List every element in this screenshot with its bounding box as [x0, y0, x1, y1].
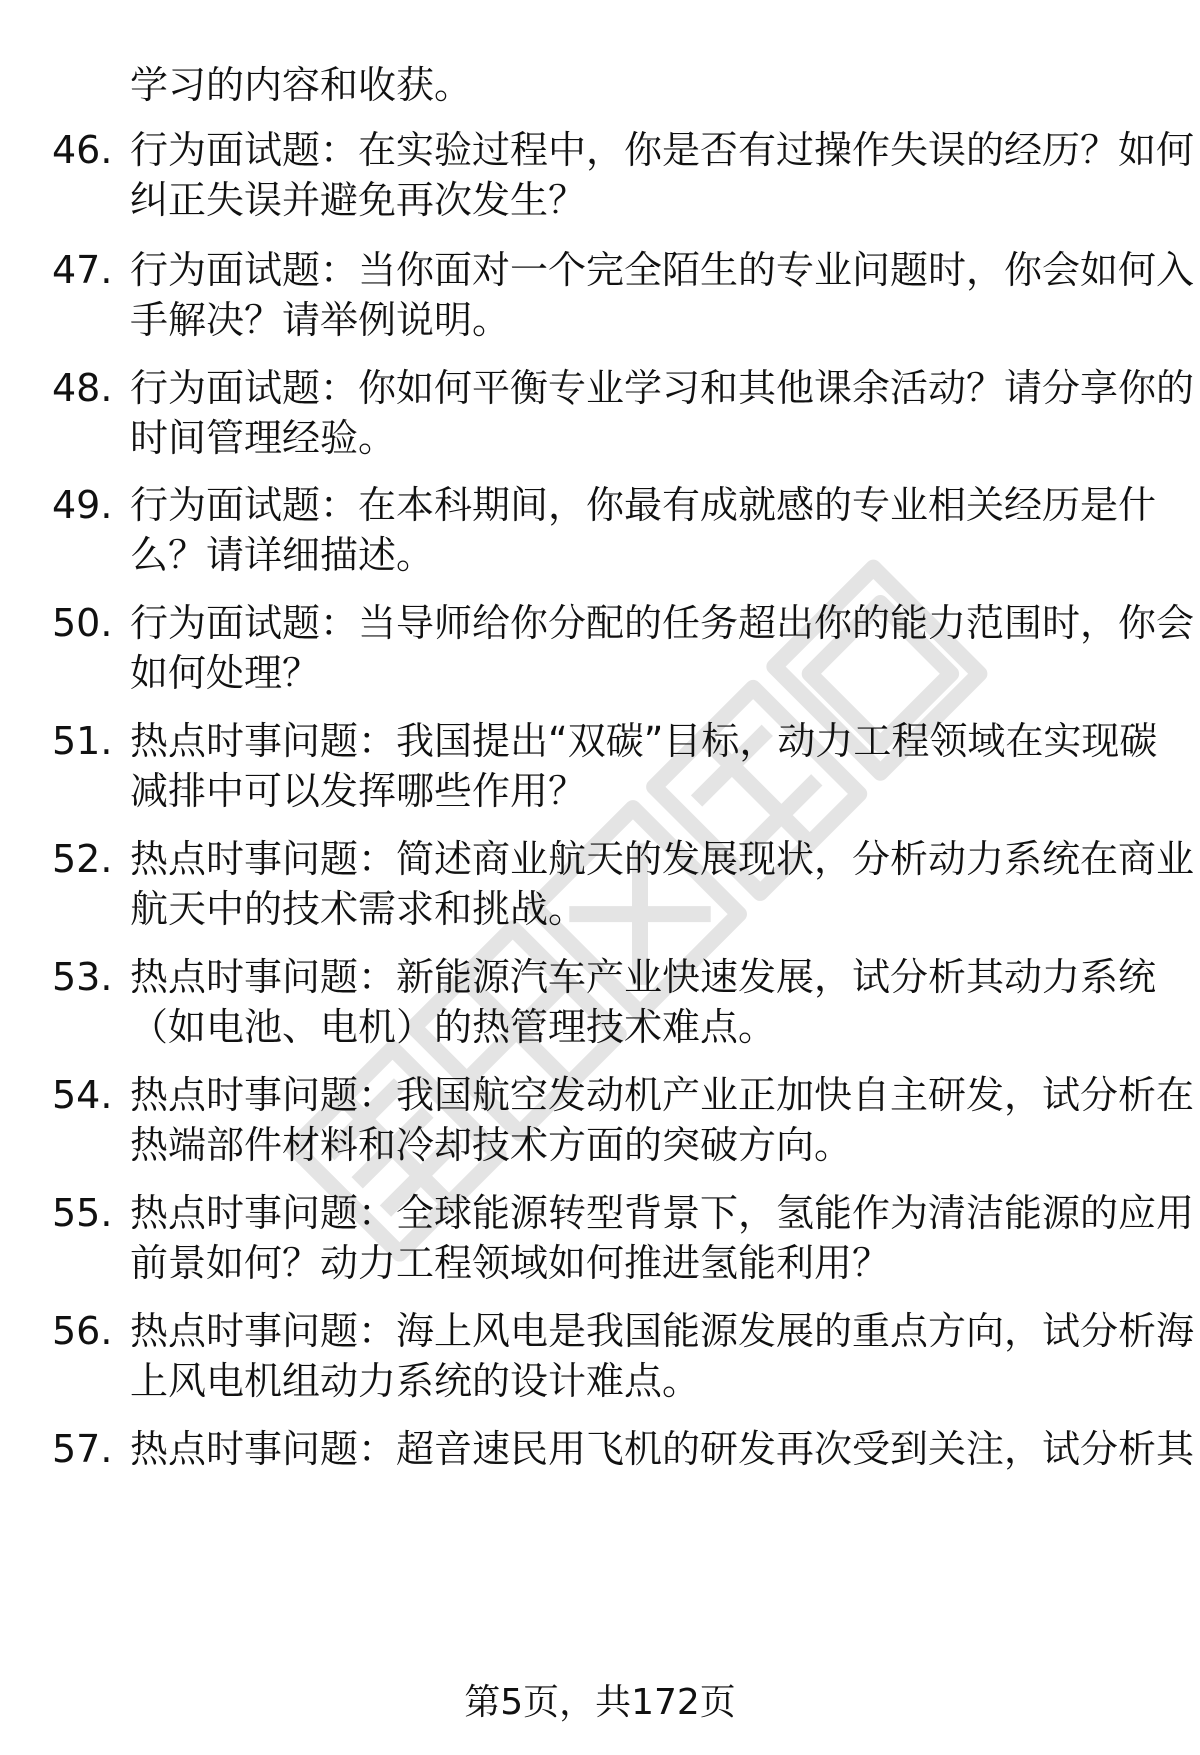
- question-line: 热点时事问题：海上风电是我国能源发展的重点方向，试分析海: [130, 1309, 1195, 1353]
- question-number: 57.: [52, 1427, 113, 1471]
- question-text: [130, 1306, 1195, 1406]
- question-number: 49.: [52, 483, 113, 527]
- question-text: [130, 1424, 1195, 1474]
- question-line: 热点时事问题：超音速民用飞机的研发再次受到关注，试分析其: [130, 1427, 1195, 1471]
- question-line: 行为面试题：你如何平衡专业学习和其他课余活动？请分享你的: [130, 366, 1195, 410]
- question-text: [130, 952, 1157, 1052]
- question-number: 48.: [52, 366, 113, 410]
- question-line: 热点时事问题：新能源汽车产业快速发展，试分析其动力系统: [130, 955, 1157, 999]
- question-line: 前景如何？动力工程领域如何推进氢能利用？: [130, 1241, 891, 1285]
- page-footer: 第5页，共172页: [464, 1682, 736, 1723]
- question-text: [130, 480, 1157, 580]
- question-number: 52.: [52, 837, 113, 881]
- question-line: 行为面试题：当你面对一个完全陌生的专业问题时，你会如何入: [130, 248, 1195, 292]
- question-number: 46.: [52, 128, 113, 172]
- continuation-text: 学习的内容和收获。: [130, 63, 473, 107]
- question-text: [130, 363, 1195, 463]
- question-number: 51.: [52, 719, 113, 763]
- question-line: 时间管理经验。: [130, 416, 397, 460]
- question-line: 航天中的技术需求和挑战。: [130, 887, 587, 931]
- question-number: 56.: [52, 1309, 113, 1353]
- question-line: 行为面试题：在实验过程中，你是否有过操作失误的经历？如何: [130, 128, 1195, 172]
- question-number: 54.: [52, 1073, 113, 1117]
- question-text: [130, 1070, 1195, 1170]
- question-number: 53.: [52, 955, 113, 999]
- question-line: 手解决？请举例说明。: [130, 298, 511, 342]
- question-line: （如电池、电机）的热管理技术难点。: [130, 1005, 777, 1049]
- question-line: 行为面试题：当导师给你分配的任务超出你的能力范围时，你会: [130, 601, 1195, 645]
- question-line: 上风电机组动力系统的设计难点。: [130, 1359, 701, 1403]
- question-number: 55.: [52, 1191, 113, 1235]
- question-text: [130, 1188, 1195, 1288]
- question-text: [130, 598, 1195, 698]
- question-line: 热点时事问题：全球能源转型背景下，氢能作为清洁能源的应用: [130, 1191, 1195, 1235]
- question-text: [130, 716, 1158, 816]
- question-number: 47.: [52, 248, 113, 292]
- question-line: 热端部件材料和冷却技术方面的突破方向。: [130, 1123, 853, 1167]
- question-line: 减排中可以发挥哪些作用？: [130, 769, 587, 813]
- question-text: [130, 125, 1195, 225]
- question-text: [130, 834, 1195, 934]
- question-line: 纠正失误并避免再次发生？: [130, 178, 587, 222]
- question-line: 热点时事问题：我国航空发动机产业正加快自主研发，试分析在: [130, 1073, 1195, 1117]
- question-text: [130, 245, 1195, 345]
- question-number: 50.: [52, 601, 113, 645]
- question-line: 热点时事问题：我国提出“双碳”目标，动力工程领域在实现碳: [130, 719, 1158, 763]
- question-line: 行为面试题：在本科期间，你最有成就感的专业相关经历是什: [130, 483, 1157, 527]
- question-line: 么？请详细描述。: [130, 533, 435, 577]
- question-line: 如何处理？: [130, 651, 321, 695]
- question-line: 热点时事问题：简述商业航天的发展现状，分析动力系统在商业: [130, 837, 1195, 881]
